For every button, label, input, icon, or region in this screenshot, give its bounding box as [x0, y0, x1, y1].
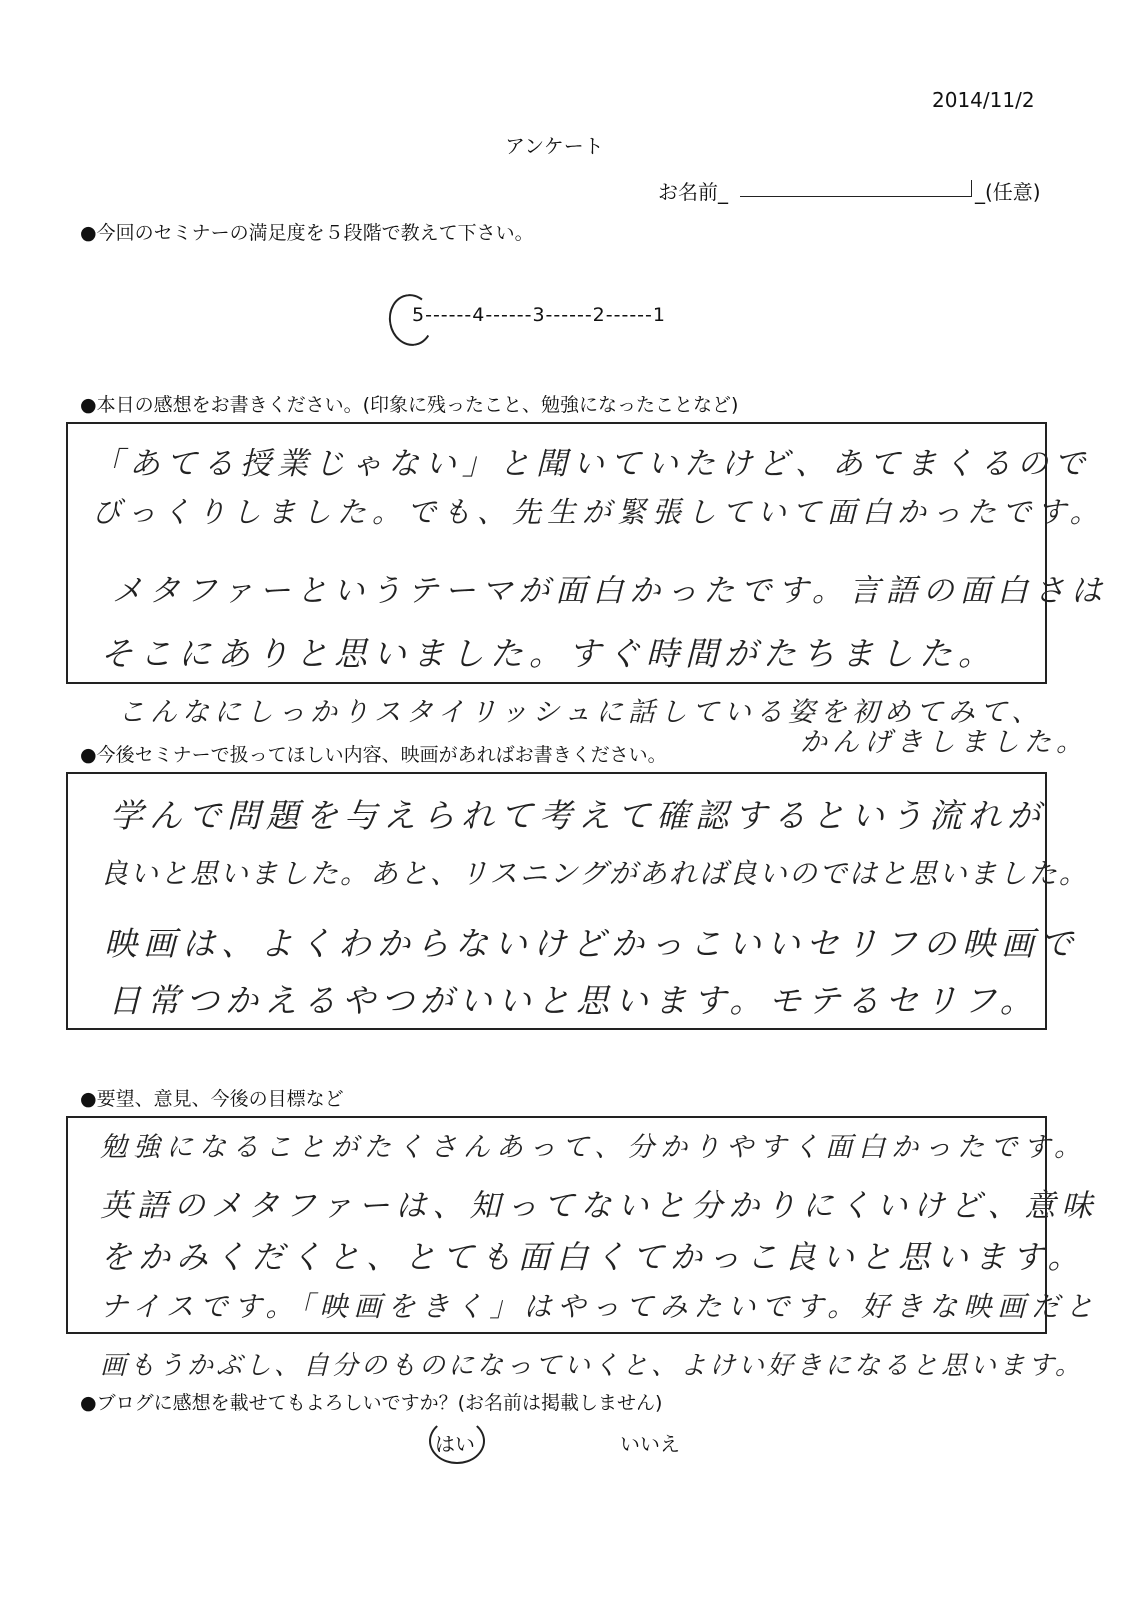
name-field-line — [740, 196, 972, 197]
q2-answer-line: メタファーというテーマが面白かったです。言語の面白さは — [112, 573, 1108, 609]
q4-answer-line: 勉強になることがたくさんあって、分かりやすく面白かったです。 — [100, 1132, 1088, 1163]
q2-answer-line: そこにありと思いました。すぐ時間がたちました。 — [100, 634, 997, 673]
survey-title: アンケート — [505, 134, 604, 158]
q5-question: ●ブログに感想を載せてもよろしいですか？(お名前は掲載しません) — [80, 1392, 663, 1414]
option-yes: はい — [435, 1432, 475, 1456]
q2-overflow-line: かんげきしました。 — [800, 727, 1088, 758]
name-optional-label: _(任意) — [975, 180, 1041, 204]
q3-answer-line: 日常つかえるやつがいいと思います。モテるセリフ。 — [108, 981, 1039, 1020]
option-no: いいえ — [620, 1432, 680, 1456]
survey-date: 2014/11/2 — [932, 88, 1035, 112]
q4-answer-line: 英語のメタファーは、知ってないと分かりにくいけど、意味 — [100, 1188, 1099, 1224]
selected-option-circle — [429, 1418, 485, 1464]
q3-answer-line: 学んで問題を与えられて考えて確認するという流れが — [110, 796, 1046, 835]
q4-question: ●要望、意見、今後の目標など — [80, 1088, 344, 1110]
selected-rating-circle — [385, 291, 437, 350]
q2-overflow-line: こんなにしっかりスタイリッシュに話している姿を初めてみて、 — [118, 697, 1044, 728]
q2-question: ●本日の感想をお書きください。(印象に残ったこと、勉強になったことなど) — [80, 394, 739, 416]
q3-question: ●今後セミナーで扱ってほしい内容、映画があればお書きください。 — [80, 744, 667, 766]
q1-question: ●今回のセミナーの満足度を５段階で教えて下さい。 — [80, 222, 534, 244]
q4-overflow-line: 画もうかぶし、自分のものになっていくと、よけい好きになると思います。 — [100, 1351, 1084, 1381]
name-field-tick — [971, 180, 972, 197]
q2-answer-line: 「あてる授業じゃない」と聞いていたけど、あてまくるので — [92, 446, 1091, 482]
q4-answer-line: ナイスです。「映画をきく」はやってみたいです。好きな映画だと — [100, 1290, 1100, 1323]
satisfaction-scale: 5------4------3------2------1 — [412, 304, 666, 326]
q2-answer-line: びっくりしました。でも、先生が緊張していて面白かったです。 — [92, 495, 1105, 529]
q3-answer-line: 映画は、よくわからないけどかっこいいセリフの映画で — [104, 924, 1079, 963]
name-label: お名前_ — [658, 180, 728, 204]
q3-answer-line: 良いと思いました。あと、リスニングがあれば良いのではと思いました。 — [100, 857, 1089, 890]
q4-answer-line: をかみくだくと、とても面白くてかっこ良いと思います。 — [100, 1238, 1086, 1276]
